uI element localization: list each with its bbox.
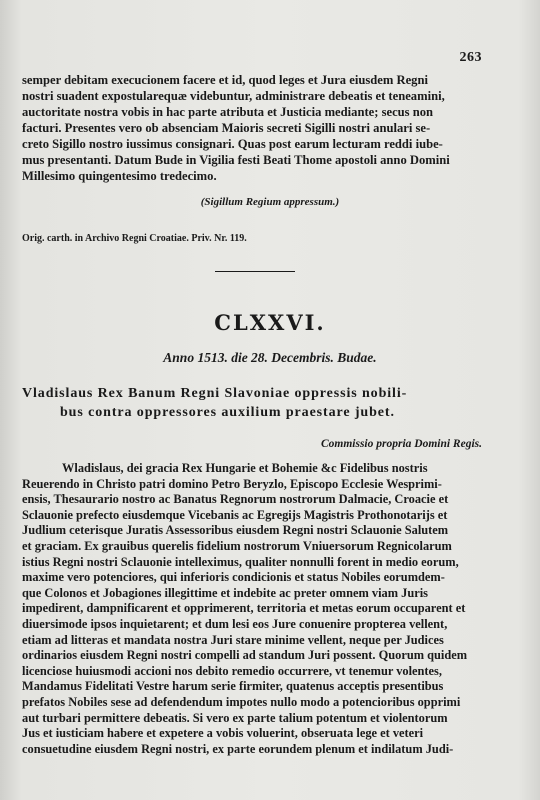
text-line: que Colonos et Jobagiones illegittime et indebite ac preter omnem viam Juris <box>22 585 428 600</box>
document-number: CLXXVI. <box>214 310 326 335</box>
text-line: Jus et iusticiam habere et expetere a vobis voluerint, obseruata lege et veteri <box>22 726 424 741</box>
date-line: Anno 1513. die 28. Decembris. Budae. <box>163 350 377 365</box>
text-line: istius Regni nostri Sclauonie intelleximus, qualiter nonnulli forent in medio eorum, <box>22 554 459 569</box>
summary-line-2: bus contra oppressores auxilium praestare jubet. <box>60 405 395 420</box>
text-line: aut turbari permittere debeatis. Si vero ex parte talium potentum et violentorum <box>22 710 448 725</box>
text-line: Wladislaus, dei gracia Rex Hungarie et Bohemie &c Fidelibus nostris <box>62 461 428 475</box>
text-line: Sclauonie prefecto eiusdemque Vicebanis ac Egregijs Magistris Prothonotarijs et <box>22 507 448 522</box>
text-line: semper debitam execucionem facere et id, quod leges et Jura eiusdem Regni <box>22 73 428 87</box>
text-line: nostri suadent expostularequæ videbuntur, administrare debeatis et teneamini, <box>22 89 445 103</box>
text-line: Judlium ceterisque Juratis Assessoribus eiusdem Regni nostri Sclauonie Salutem <box>22 523 449 538</box>
previous-charter-ending <box>22 72 497 184</box>
text-line: facturi. Presentes vero ob absenciam Maioris secreti Sigilli nostri anulari se- <box>22 121 431 135</box>
text-line: auctoritate nostra vobis in hac parte atributa et Justicia mediante; secus non <box>22 105 434 119</box>
commission-note: Commissio propria Domini Regis. <box>320 438 482 450</box>
page-number: 263 <box>459 50 482 65</box>
text-line: mus presentanti. Datum Bude in Vigilia festi Beati Thome apostoli anno Domini <box>22 153 450 167</box>
document-summary <box>22 384 492 422</box>
text-line: ordinarios eiusdem Regni nostri compelli ad standum Juri possent. Quorum quidem <box>22 648 468 663</box>
text-line: creto Sigillo nostro iussimus consignari. Quas post earum lecturam reddi iube- <box>22 137 443 151</box>
text-line: Reuerendo in Christo patri domino Petro Beryzlo, Episcopo Ecclesie Wesprimi- <box>22 476 442 491</box>
text-line: ensis, Thesaurario nostro ac Banatus Regnorum nostrorum Dalmacie, Croacie et <box>22 492 449 507</box>
charter-body <box>22 461 492 757</box>
text-line: et graciam. Ex grauibus querelis fidelium nostrorum Vniuersorum Regnicolarum <box>22 538 452 553</box>
text-line: diuersimode ipsos inquietarent; et dum lesi eos Jure conuenire propterea vellent, <box>22 616 448 631</box>
section-divider <box>215 271 295 272</box>
text-line: Mandamus Fidelitati Vestre harum serie firmiter, quatenus acceptis presentibus <box>22 679 444 694</box>
text-line: consuetudine eiusdem Regni nostri, ex parte eorundem plenum et indilatum Judi- <box>22 741 454 756</box>
text-line: licenciose huiusmodi accioni nos debito remedio occurrere, vt tenemur volentes, <box>22 663 442 678</box>
source-note: Orig. carth. in Archivo Regni Croatiae. Priv. Nr. 119. <box>22 233 247 244</box>
seal-note: (Sigillum Regium appressum.) <box>200 196 340 208</box>
text-line: etiam ad litteras et mandata nostra Juri stare minime vellent, neque per Judices <box>22 632 444 647</box>
text-line: maxime vero potenciores, qui inferioris condicionis et status Nobiles eorumdem- <box>22 570 445 585</box>
text-line: impedirent, dampnificarent et opprimerent, territoria et metas eorum occuparent et <box>22 601 466 616</box>
summary-line-1: Vladislaus Rex Banum Regni Slavoniae oppressis nobili- <box>22 386 408 401</box>
text-line: Millesimo quingentesimo tredecimo. <box>22 169 217 183</box>
text-line: prefatos Nobiles sese ad defendendum impotes nullo modo a potencioribus opprimi <box>22 694 461 709</box>
